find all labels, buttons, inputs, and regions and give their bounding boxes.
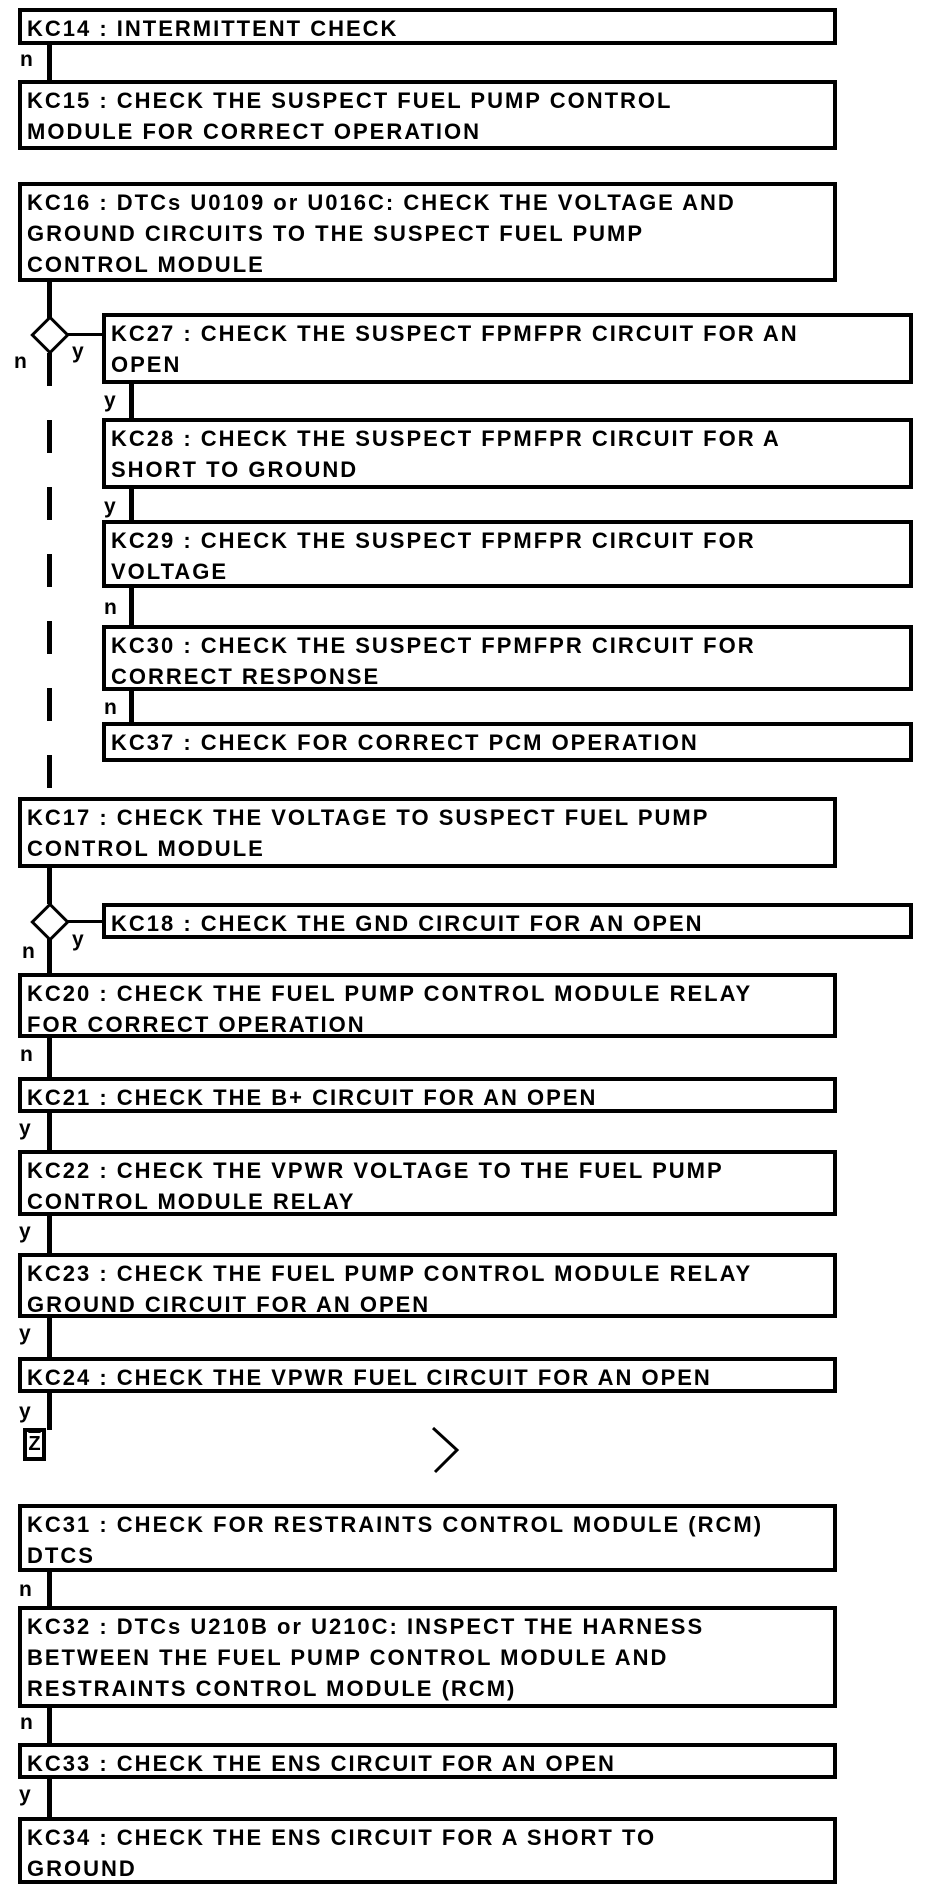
connector-line bbox=[67, 920, 103, 923]
connector-line bbox=[129, 588, 134, 625]
node-kc15: KC15 : CHECK THE SUSPECT FUEL PUMP CONTROL MODULE FOR CORRECT OPERATION bbox=[18, 80, 837, 150]
node-kc14: KC14 : INTERMITTENT CHECK bbox=[18, 8, 837, 45]
decision-diamond-1 bbox=[30, 315, 70, 355]
node-kc31: KC31 : CHECK FOR RESTRAINTS CONTROL MODULE (RCM) DTCS bbox=[18, 1504, 837, 1572]
connector-line bbox=[47, 1113, 52, 1150]
node-kc21: KC21 : CHECK THE B+ CIRCUIT FOR AN OPEN bbox=[18, 1077, 837, 1113]
decision-diamond-2 bbox=[30, 902, 70, 942]
connector-line bbox=[129, 384, 134, 418]
node-kc23: KC23 : CHECK THE FUEL PUMP CONTROL MODULE RELAY GROUND CIRCUIT FOR AN OPEN bbox=[18, 1253, 837, 1318]
node-kc29: KC29 : CHECK THE SUSPECT FPMFPR CIRCUIT FOR VOLTAGE bbox=[102, 520, 913, 588]
edge-label-yes: y bbox=[104, 389, 116, 412]
node-kc30: KC30 : CHECK THE SUSPECT FPMFPR CIRCUIT FOR CORRECT RESPONSE bbox=[102, 625, 913, 691]
edge-label-no: n bbox=[19, 1578, 32, 1601]
connector-line bbox=[47, 1779, 52, 1817]
connector-line-dashed bbox=[47, 353, 52, 797]
edge-label-yes: y bbox=[19, 1220, 31, 1243]
edge-label-no: n bbox=[14, 350, 27, 373]
connector-line bbox=[47, 282, 52, 318]
connector-line bbox=[129, 489, 134, 520]
edge-label-no: n bbox=[20, 1043, 33, 1066]
edge-label-no: n bbox=[22, 940, 35, 963]
edge-label-yes: y bbox=[72, 928, 84, 951]
node-kc28: KC28 : CHECK THE SUSPECT FPMFPR CIRCUIT FOR A SHORT TO GROUND bbox=[102, 418, 913, 489]
connector-line bbox=[47, 938, 52, 973]
edge-label-yes: y bbox=[19, 1783, 31, 1806]
connector-line bbox=[129, 691, 134, 722]
offpage-connector-z: $\overline{Z}$ bbox=[23, 1428, 46, 1461]
node-kc18: KC18 : CHECK THE GND CIRCUIT FOR AN OPEN bbox=[102, 903, 913, 939]
connector-line bbox=[47, 1038, 52, 1077]
connector-line bbox=[47, 1318, 52, 1357]
node-kc20: KC20 : CHECK THE FUEL PUMP CONTROL MODULE RELAY FOR CORRECT OPERATION bbox=[18, 973, 837, 1038]
connector-line bbox=[47, 1216, 52, 1253]
edge-label-yes: y bbox=[19, 1400, 31, 1423]
edge-label-no: n bbox=[104, 596, 117, 619]
edge-label-no: n bbox=[20, 1711, 33, 1734]
edge-label-yes: y bbox=[19, 1322, 31, 1345]
edge-label-yes: y bbox=[19, 1117, 31, 1140]
node-kc33: KC33 : CHECK THE ENS CIRCUIT FOR AN OPEN bbox=[18, 1743, 837, 1779]
edge-label-no: n bbox=[20, 48, 33, 71]
node-kc24: KC24 : CHECK THE VPWR FUEL CIRCUIT FOR AN OPEN bbox=[18, 1357, 837, 1393]
node-kc34: KC34 : CHECK THE ENS CIRCUIT FOR A SHORT TO GROUND bbox=[18, 1817, 837, 1884]
edge-label-yes: y bbox=[72, 340, 84, 363]
connector-line bbox=[47, 1708, 52, 1743]
connector-line bbox=[47, 868, 52, 904]
edge-label-no: n bbox=[104, 696, 117, 719]
node-kc17: KC17 : CHECK THE VOLTAGE TO SUSPECT FUEL PUMP CONTROL MODULE bbox=[18, 797, 837, 868]
page-continuation-chevron-icon bbox=[425, 1420, 465, 1480]
connector-line bbox=[67, 333, 103, 336]
connector-line bbox=[47, 1572, 52, 1606]
connector-line bbox=[47, 1392, 52, 1430]
node-kc27: KC27 : CHECK THE SUSPECT FPMFPR CIRCUIT FOR AN OPEN bbox=[102, 313, 913, 384]
node-kc32: KC32 : DTCs U210B or U210C: INSPECT THE HARNESS BETWEEN THE FUEL PUMP CONTROL MODULE AND RESTRAINTS CONTROL MODULE (RCM) bbox=[18, 1606, 837, 1708]
edge-label-yes: y bbox=[104, 495, 116, 518]
node-kc16: KC16 : DTCs U0109 or U016C: CHECK THE VOLTAGE AND GROUND CIRCUITS TO THE SUSPECT FUEL PUMP CONTROL MODULE bbox=[18, 182, 837, 282]
node-kc37: KC37 : CHECK FOR CORRECT PCM OPERATION bbox=[102, 722, 913, 762]
connector-line bbox=[47, 45, 52, 80]
node-kc22: KC22 : CHECK THE VPWR VOLTAGE TO THE FUEL PUMP CONTROL MODULE RELAY bbox=[18, 1150, 837, 1216]
